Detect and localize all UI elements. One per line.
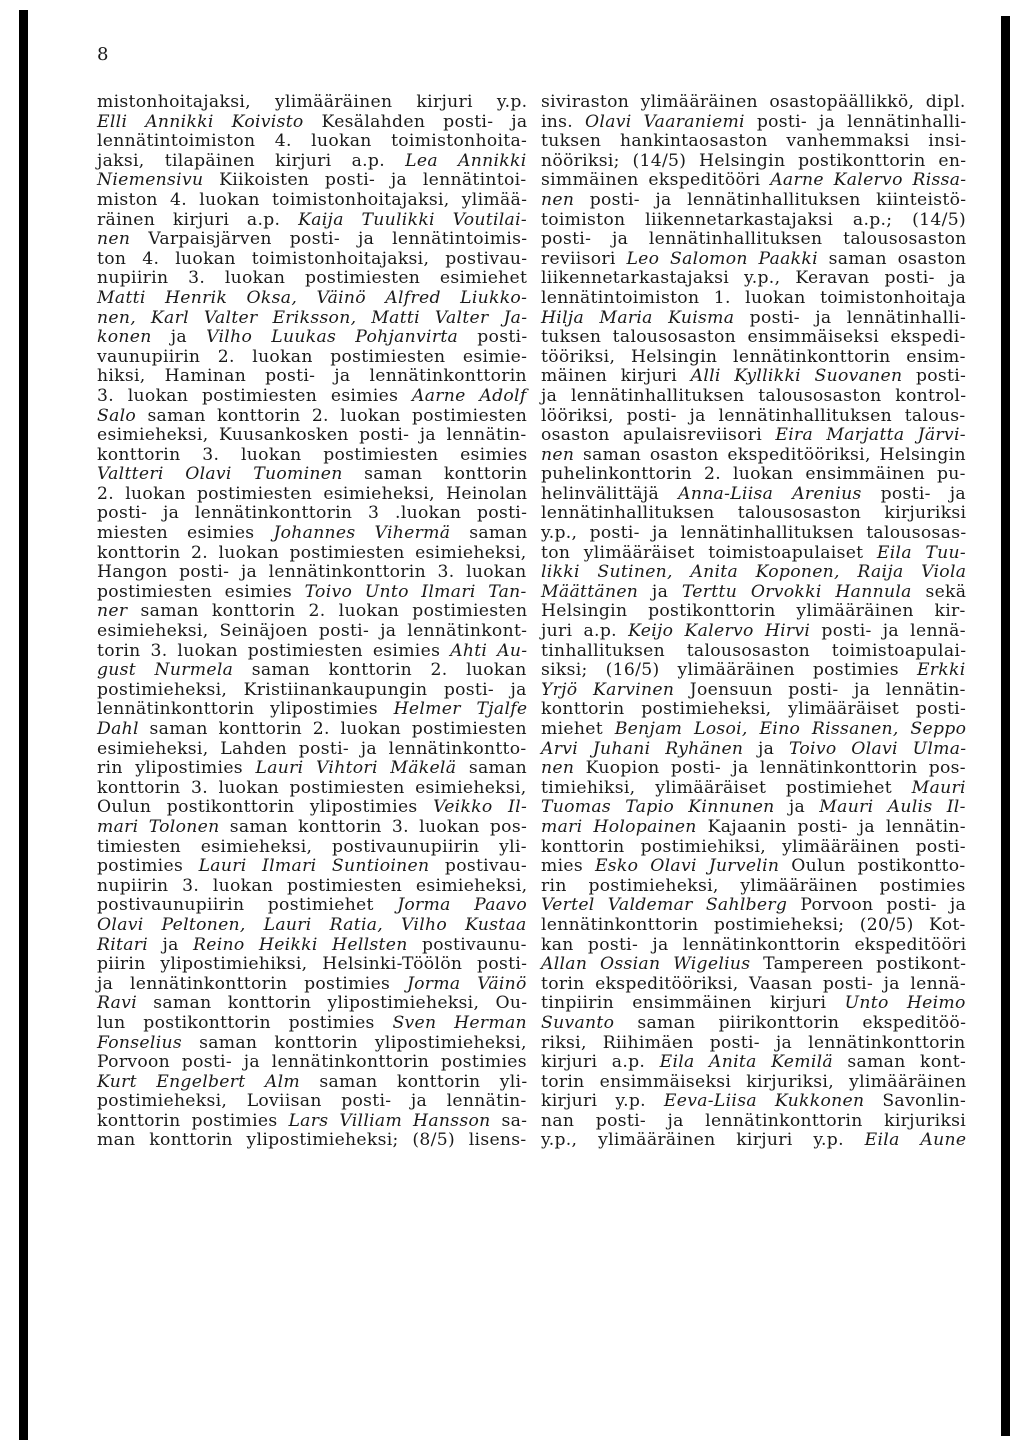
text-segment: saman osaston ekspeditööriksi, Helsingin [574, 444, 966, 465]
person-name: Lea Annikki [405, 150, 527, 171]
text-segment: kirjuri y.p. [541, 1091, 664, 1112]
text-line [97, 563, 527, 583]
person-name: gust Nurmela [97, 660, 234, 681]
text-column-right [541, 93, 966, 1151]
person-name: Eeva-Liisa Kukkonen [663, 1091, 865, 1112]
person-name: Eila Anita Kemilä [659, 1052, 833, 1073]
person-name: Erkki [916, 660, 966, 681]
text-line [97, 387, 527, 407]
text-segment: sa- [490, 1110, 528, 1131]
person-name: Määttänen [541, 581, 639, 602]
text-line [541, 1131, 966, 1151]
scan-edge-left [19, 10, 28, 1440]
person-name: Eira Marjatta Järvi- [775, 425, 966, 446]
text-line [97, 171, 527, 191]
text-segment: Tampereen postikont- [750, 954, 967, 975]
person-name: Eila Tuu- [876, 542, 967, 563]
text-line [97, 152, 527, 172]
text-line [541, 563, 966, 583]
text-line [97, 1131, 527, 1151]
text-line [541, 367, 966, 387]
text-line [97, 916, 527, 936]
text-line [541, 857, 966, 877]
text-segment: siksi; (16/5) ylimääräinen postimies [541, 660, 917, 681]
text-line [541, 387, 966, 407]
text-segment: torin 3. luokan postimiesten esimies [97, 640, 451, 661]
text-line [541, 171, 966, 191]
person-name: likki Sutinen, Anita Koponen, Raija Viola [541, 562, 967, 583]
person-name: Tuomas Tapio Kinnunen [541, 797, 775, 818]
text-segment: Savonlin- [864, 1091, 967, 1112]
text-line [541, 681, 966, 701]
text-line [97, 1092, 527, 1112]
text-line [97, 407, 527, 427]
text-segment: lennätintoimiston 1. luokan toimistonhoitaja [541, 287, 967, 308]
text-line [541, 132, 966, 152]
person-name: Lauri Ilmari Suntioinen [198, 856, 430, 877]
text-line [97, 426, 527, 446]
text-line [97, 230, 527, 250]
text-line [97, 485, 527, 505]
text-line [541, 798, 966, 818]
text-segment: saman konttorin ylipostimieheksi, [181, 1032, 527, 1053]
text-line [97, 191, 527, 211]
text-segment: osaston apulaisreviisori [541, 425, 776, 446]
text-line [97, 289, 527, 309]
text-segment: tuksen talousosaston ensimmäiseksi ekspedi- [541, 327, 966, 348]
text-segment: ja [743, 738, 789, 759]
text-segment: torin ekspeditööriksi, Vaasan posti- ja lennä- [541, 973, 967, 994]
text-segment: posti- ja lennätinhalli- [744, 111, 967, 132]
text-segment: nupiirin 3. luokan postimiesten esimiehet [97, 268, 528, 289]
text-line [97, 642, 527, 662]
text-line [541, 407, 966, 427]
text-line [97, 818, 527, 838]
text-line [97, 994, 527, 1014]
text-segment: Oulun postikonttorin ylipostimies [97, 797, 434, 818]
text-segment: tinpiirin ensimmäinen kirjuri [541, 993, 845, 1014]
person-name: mari Tolonen [97, 816, 220, 837]
text-segment: lennätinkonttorin ylipostimies [97, 699, 394, 720]
text-segment: saman [456, 758, 528, 779]
text-line [541, 602, 966, 622]
text-segment: piirin ylipostimiehiksi, Helsinki-Töölön posti- [97, 954, 528, 975]
text-segment: Oulun postikontto- [779, 856, 966, 877]
text-segment: konttorin 3. luokan postimiesten esimies [97, 444, 528, 465]
text-segment: posti- ja lennätinkonttorin 3 .luokan posti- [97, 503, 528, 524]
text-segment: Kiikoisten posti- ja lennätintoi- [203, 170, 527, 191]
text-segment: lennätinkonttorin postimieheksi; (20/5) Kot- [541, 914, 966, 935]
text-column-left [97, 93, 527, 1151]
person-name: Ritari [97, 934, 149, 955]
text-line [541, 1092, 966, 1112]
text-segment: mies [541, 856, 595, 877]
text-segment: 3. luokan postimiesten esimies [97, 385, 412, 406]
text-segment: y.p., ylimääräinen kirjuri y.p. [541, 1130, 865, 1151]
text-segment: lööriksi, posti- ja lennätinhallituksen talous- [541, 405, 966, 426]
text-line [541, 426, 966, 446]
text-segment: Kajaanin posti- ja lennätin- [696, 816, 966, 837]
text-segment: posti- ja lennä- [810, 621, 966, 642]
text-segment: saman konttorin 3. luokan pos- [219, 816, 528, 837]
text-line [97, 838, 527, 858]
person-name: Olavi Peltonen, Lauri Ratia, Vilho Kustaa [97, 914, 527, 935]
person-name: Veikko Il- [433, 797, 528, 818]
text-line [541, 936, 966, 956]
person-name: Jorma Paavo [397, 895, 527, 916]
text-line [97, 1014, 527, 1034]
text-segment: saman konttorin 2. luokan postimiesten [138, 719, 527, 739]
text-segment: jaksi, tilapäinen kirjuri a.p. [97, 150, 406, 171]
text-segment: Kuopion posti- ja lennätinkonttorin pos- [574, 758, 966, 779]
text-line [97, 1073, 527, 1093]
person-name: nen [541, 758, 575, 779]
text-segment: esimieheksi, Kuusankosken posti- ja lennätin- [97, 425, 527, 446]
text-line [541, 1112, 966, 1132]
person-name: Elli Annikki Koivisto [97, 111, 304, 132]
text-line [97, 622, 527, 642]
text-segment: Hangon posti- ja lennätinkonttorin 3. luokan [97, 562, 527, 583]
text-line [541, 994, 966, 1014]
text-segment: konttorin postimiehiksi, ylimääräinen posti- [541, 836, 966, 857]
person-name: Ravi [97, 993, 137, 1014]
text-segment: liikennetarkastajaksi y.p., Keravan posti- ja [541, 268, 966, 289]
text-line [541, 975, 966, 995]
text-line [541, 230, 966, 250]
text-segment: tuksen hankintaosaston vanhemmaksi insi- [541, 131, 967, 152]
text-line [541, 348, 966, 368]
text-segment: Kesälahden posti- ja [303, 111, 528, 132]
text-line [541, 250, 966, 270]
text-segment: y.p., posti- ja lennätinhallituksen talousosas- [541, 523, 967, 544]
text-line [541, 113, 966, 133]
text-segment: postimieheksi, Loviisan posti- ja lennätin- [97, 1091, 527, 1112]
text-segment: timiehiksi, ylimääräiset postimiehet [541, 777, 912, 798]
text-segment: Varpaisjärven posti- ja lennätintoimis- [130, 229, 528, 250]
text-segment: ton ylimääräiset toimistoapulaiset [541, 542, 877, 563]
text-segment: ton 4. luokan toimistonhoitajaksi, postivau- [97, 248, 528, 269]
person-name: Anna-Liisa Arenius [678, 483, 862, 504]
text-segment: mistonhoitajaksi, ylimääräinen kirjuri y.p. [97, 92, 528, 112]
text-line [541, 583, 966, 603]
person-name: Dahl [97, 719, 139, 739]
text-segment: Porvoon posti- ja [787, 895, 967, 916]
text-segment: posti- ja lennätinhallituksen kiinteistö- [574, 189, 967, 210]
text-line [97, 740, 527, 760]
text-segment: sekä [911, 581, 967, 602]
text-line [541, 720, 966, 740]
text-segment: ja [148, 934, 194, 955]
text-line [97, 465, 527, 485]
text-segment: postivaunupiirin postimiehet [97, 895, 398, 916]
text-segment: postivau- [429, 856, 527, 877]
text-segment: nupiirin 3. luokan postimiesten esimieheksi, [97, 875, 528, 896]
person-name: Mauri Aulis Il- [819, 797, 966, 818]
person-name: Leo Salomon Paakki [626, 248, 818, 269]
text-line [541, 191, 966, 211]
text-line [541, 328, 966, 348]
text-segment: lun postikonttorin postimies [97, 1012, 393, 1033]
text-line [541, 740, 966, 760]
text-segment: ja lennätinkonttorin postimies [97, 973, 407, 994]
person-name: Hilja Maria Kuisma [541, 307, 735, 328]
text-segment: 2. luokan postimiesten esimieheksi, Heinolan [97, 483, 528, 504]
text-line [97, 93, 527, 113]
text-line [97, 1112, 527, 1132]
text-segment: lennätintoimiston 4. luokan toimistonhoita- [97, 131, 528, 152]
person-name: Jorma Väinö [406, 973, 527, 994]
text-segment: puhelinkonttorin 2. luokan ensimmäinen pu- [541, 464, 966, 485]
text-segment: tööriksi, Helsingin lennätinkonttorin ensim- [541, 346, 966, 367]
text-line [541, 269, 966, 289]
person-name: nen [541, 189, 575, 210]
text-line [97, 896, 527, 916]
text-segment: man konttorin ylipostimieheksi; (8/5) lisens- [97, 1130, 527, 1151]
person-name: Ahti Au- [450, 640, 528, 661]
text-segment: saman [450, 523, 528, 544]
text-segment: toimiston liikennetarkastajaksi a.p.; (14/5) [541, 209, 966, 230]
person-name: Niemensivu [97, 170, 204, 191]
text-line [97, 681, 527, 701]
text-line [97, 1034, 527, 1054]
text-segment: Helsingin postikonttorin ylimääräinen kir- [541, 601, 966, 622]
person-name: Aarne Kalervo Rissa- [770, 170, 967, 191]
text-line [97, 348, 527, 368]
text-line [541, 642, 966, 662]
text-segment: juri a.p. [541, 621, 629, 642]
text-segment: postimieheksi, Kristiinankaupungin posti- ja [97, 679, 527, 700]
person-name: Esko Olavi Jurvelin [594, 856, 780, 877]
text-line [97, 250, 527, 270]
text-segment: reviisori [541, 248, 627, 269]
person-name: Salo [97, 405, 137, 426]
text-line [97, 955, 527, 975]
text-segment: simmäinen ekspeditööri [541, 170, 771, 191]
text-segment: postimiesten esimies [97, 581, 305, 602]
text-segment: saman konttorin [342, 464, 528, 485]
text-line [97, 857, 527, 877]
text-line [97, 602, 527, 622]
text-segment: timiesten esimieheksi, postivaunupiirin yli- [97, 836, 527, 857]
person-name: ner [97, 601, 128, 622]
person-name: Yrjö Karvinen [541, 679, 675, 700]
text-line [97, 759, 527, 779]
text-line [541, 504, 966, 524]
text-line [541, 1034, 966, 1054]
scan-edge-right [1001, 16, 1010, 1436]
text-line [541, 446, 966, 466]
person-name: Vertel Valdemar Sahlberg [541, 895, 788, 916]
text-segment: tinhallituksen talousosaston toimistoapulai- [541, 640, 967, 661]
text-line [541, 661, 966, 681]
text-segment: konttorin 3. luokan postimiesten esimieheksi, [97, 777, 527, 798]
text-segment: miston 4. luokan toimistonhoitajaksi, ylimää- [97, 189, 528, 210]
text-segment: riksi, Riihimäen posti- ja lennätinkonttorin [541, 1032, 966, 1053]
text-segment: vaunupiirin 2. luokan postimiesten esimie- [97, 346, 528, 367]
text-line [97, 328, 527, 348]
text-line [541, 1073, 966, 1093]
text-line [97, 661, 527, 681]
person-name: Kaija Tuulikki Voutilai- [298, 209, 527, 230]
text-segment: saman konttorin ylipostimieheksi, Ou- [137, 993, 528, 1014]
text-line [541, 1053, 966, 1073]
text-line [541, 524, 966, 544]
person-name: Vilho Luukas Pohjanvirta [206, 327, 459, 348]
text-segment: Porvoon posti- ja lennätinkonttorin postimies [97, 1052, 527, 1073]
text-segment: mäinen kirjuri [541, 366, 691, 387]
text-line [541, 818, 966, 838]
person-name: Olavi Vaaraniemi [585, 111, 745, 132]
text-line [97, 544, 527, 564]
person-name: Johannes Vihermä [273, 523, 451, 544]
text-line [541, 700, 966, 720]
person-name: nen, Karl Valter Eriksson, Matti Valter Ja- [97, 307, 528, 328]
person-name: Benjam Losoi, Eino Rissanen, Seppo [614, 719, 967, 739]
person-name: Sven Herman [392, 1012, 527, 1033]
person-name: Suvanto [541, 1012, 615, 1033]
text-line [541, 955, 966, 975]
text-line [97, 936, 527, 956]
text-segment: rin ylipostimies [97, 758, 256, 779]
text-line [97, 211, 527, 231]
text-line [541, 544, 966, 564]
person-name: mari Holopainen [541, 816, 697, 837]
text-segment: ja [638, 581, 682, 602]
person-name: Unto Heimo [844, 993, 966, 1014]
person-name: Toivo Olavi Ulma- [788, 738, 967, 759]
text-line [97, 1053, 527, 1073]
text-segment: ja [151, 327, 207, 348]
text-segment: saman piirikonttorin ekspeditöö- [614, 1012, 967, 1033]
person-name: Eila Aune [864, 1130, 967, 1151]
text-segment: miehet [541, 719, 615, 739]
text-line [541, 759, 966, 779]
text-line [541, 779, 966, 799]
text-line [97, 975, 527, 995]
person-name: Valtteri Olavi Tuominen [97, 464, 343, 485]
text-segment: posti- ja lennätinhallituksen talousosaston [541, 229, 967, 250]
text-segment: räinen kirjuri a.p. [97, 209, 299, 230]
text-line [97, 446, 527, 466]
page-number: 8 [97, 44, 109, 65]
text-segment: torin ensimmäiseksi kirjuriksi, ylimääräinen [541, 1071, 967, 1092]
text-segment: nan posti- ja lennätinkonttorin kirjuriksi [541, 1110, 967, 1131]
text-line [97, 504, 527, 524]
text-line [541, 465, 966, 485]
text-line [97, 877, 527, 897]
person-name: Aarne Adolf [411, 385, 527, 406]
text-line [97, 367, 527, 387]
text-line [541, 877, 966, 897]
person-name: Toivo Unto Ilmari Tan- [304, 581, 527, 602]
person-name: Arvi Juhani Ryhänen [541, 738, 744, 759]
text-line [541, 93, 966, 113]
text-line [541, 211, 966, 231]
text-line [541, 152, 966, 172]
text-line [541, 485, 966, 505]
text-segment: nööriksi; (14/5) Helsingin postikonttorin en- [541, 150, 967, 171]
text-line [97, 779, 527, 799]
text-line [97, 524, 527, 544]
text-line [97, 269, 527, 289]
text-segment: posti- ja lennätinhalli- [734, 307, 967, 328]
text-line [97, 113, 527, 133]
text-segment: esimieheksi, Lahden posti- ja lennätinkontto- [97, 738, 527, 759]
text-segment: ins. [541, 111, 586, 132]
text-segment: postimies [97, 856, 199, 877]
text-segment: saman konttorin 2. luokan [233, 660, 527, 681]
text-segment: saman kont- [832, 1052, 967, 1073]
person-name: Fonselius [97, 1032, 182, 1053]
text-segment: esimieheksi, Seinäjoen posti- ja lennätinkont- [97, 621, 528, 642]
text-segment: miesten esimies [97, 523, 274, 544]
text-line [541, 916, 966, 936]
text-segment: rin postimieheksi, ylimääräinen postimies [541, 875, 966, 896]
person-name: konen [97, 327, 152, 348]
text-segment: helinvälittäjä [541, 483, 679, 504]
text-segment: konttorin postimieheksi, ylimääräiset posti- [541, 699, 967, 720]
text-segment: konttorin 2. luokan postimiesten esimieheksi, [97, 542, 527, 563]
text-line [97, 309, 527, 329]
person-name: nen [97, 229, 131, 250]
text-line [541, 896, 966, 916]
text-segment: ja [774, 797, 820, 818]
text-segment: posti- [902, 366, 967, 387]
person-name: Lars Villiam Hansson [288, 1110, 491, 1131]
text-segment: posti- [458, 327, 528, 348]
text-segment: ja lennätinhallituksen talousosaston kontrol- [541, 385, 967, 406]
text-line [97, 700, 527, 720]
text-segment: posti- ja [861, 483, 966, 504]
text-line [541, 309, 966, 329]
person-name: Allan Ossian Wigelius [541, 954, 751, 975]
text-segment: kan posti- ja lennätinkonttorin ekspeditööri [541, 934, 967, 955]
text-segment: siviraston ylimääräinen osastopäällikkö, dipl. [541, 92, 966, 112]
person-name: Mauri [911, 777, 966, 798]
person-name: Alli Kyllikki Suovanen [690, 366, 903, 387]
text-line [541, 622, 966, 642]
person-name: Keijo Kalervo Hirvi [628, 621, 811, 642]
text-segment: konttorin postimies [97, 1110, 289, 1131]
text-segment: hiksi, Haminan posti- ja lennätinkonttorin [97, 366, 527, 387]
text-segment: Joensuun posti- ja lennätin- [674, 679, 966, 700]
text-line [541, 1014, 966, 1034]
text-line [97, 583, 527, 603]
person-name: nen [541, 444, 575, 465]
person-name: Helmer Tjalfe [393, 699, 528, 720]
text-segment: saman konttorin 2. luokan postimiesten [127, 601, 528, 622]
text-segment: saman konttorin 2. luokan postimiesten [136, 405, 528, 426]
person-name: Lauri Vihtori Mäkelä [255, 758, 457, 779]
text-segment: lennätinhallituksen talousosaston kirjuriksi [541, 503, 967, 524]
person-name: Matti Henrik Oksa, Väinö Alfred Liukko- [97, 287, 528, 308]
text-line [97, 132, 527, 152]
text-segment: saman osaston [817, 248, 967, 269]
text-line [541, 838, 966, 858]
person-name: Kurt Engelbert Alm [97, 1071, 300, 1092]
text-segment: postivaunu- [407, 934, 527, 955]
text-line [97, 720, 527, 740]
person-name: Reino Heikki Hellsten [193, 934, 408, 955]
person-name: Terttu Orvokki Hannula [681, 581, 912, 602]
text-segment: kirjuri a.p. [541, 1052, 660, 1073]
text-line [541, 289, 966, 309]
text-segment: saman konttorin yli- [299, 1071, 528, 1092]
text-line [97, 798, 527, 818]
